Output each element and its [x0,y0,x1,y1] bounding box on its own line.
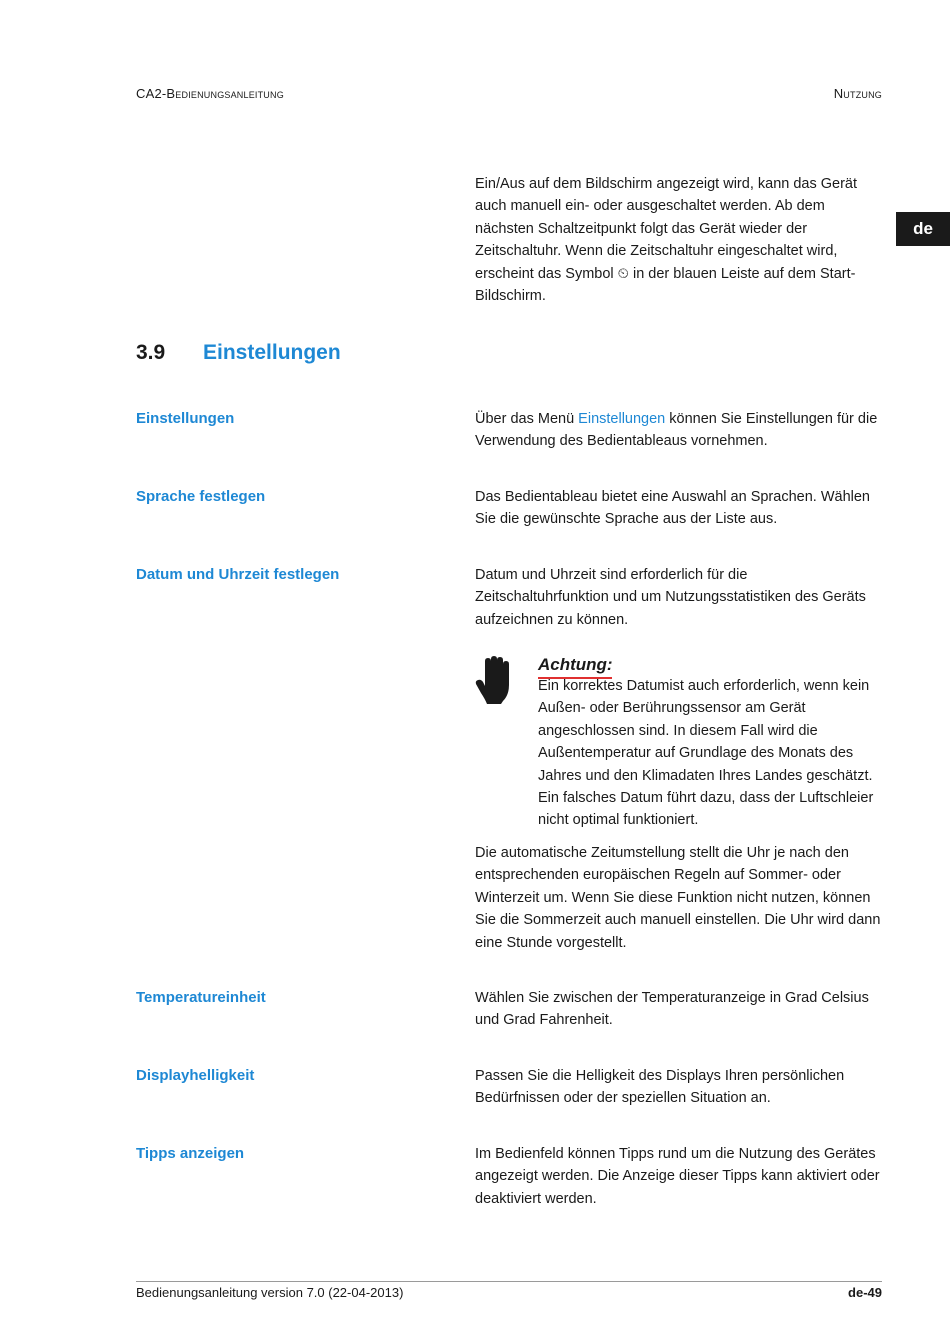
footer-document-version: Bedienungsanleitung version 7.0 (22-04-2013) [136,1285,404,1300]
paragraph-text: Über das Menü [475,411,579,427]
paragraph-temperatureinheit: Wählen Sie zwischen der Temperaturanzeige in Grad Celsius und Grad Fahrenheit. [475,990,869,1029]
running-header-right: Nutzung [833,86,882,101]
header-prefix: CA2- [136,86,167,101]
side-heading-datum-uhrzeit: Datum und Uhrzeit festlegen [136,566,340,583]
page-number: de-49 [848,1285,882,1300]
paragraph-text: können Sie Einstellungen für die Verwendung des Bedientableaus vornehmen. [475,411,878,450]
side-heading-sprache: Sprache festlegen [136,488,266,505]
side-heading-temperatureinheit: Temperatureinheit [136,989,266,1006]
paragraph-tipps: Im Bedienfeld können Tipps rund um die Nutzung des Gerätes angezeigt werden. Die Anzeige dieser Tipps kann aktiviert oder deaktiviert werden. [475,1146,880,1207]
side-heading-displayhelligkeit: Displayhelligkeit [136,1067,255,1084]
paragraph-displayhelligkeit: Passen Sie die Helligkeit des Displays Ihren persönlichen Bedürfnissen oder der speziellen Situation an. [475,1068,845,1107]
running-header-left [136,86,284,101]
warning-text: Ein korrektes Datumist auch erforderlich, wenn kein Außen- oder Berührungssensor am Gerät angeschlossen sind. In diesem Fall wird die Außentemperatur auf Grundlage des Monats des Jahres und den Klimadaten Ihres Landes geschätzt. Ein falsches Datum führt dazu, dass der Luftschleier nicht optimal funktioniert. [538,678,874,829]
side-heading-tipps: Tipps anzeigen [136,1145,245,1162]
hand-stop-icon [475,655,519,705]
warning-title: Achtung: [538,655,613,674]
intro-paragraph: Ein/Aus auf dem Bildschirm angezeigt wird, kann das Gerät auch manuell ein- oder ausgeschaltet werden. Ab dem nächsten Schaltzeitpunkt folgt das Gerät wieder der Zeitschaltuhr. Wenn die Zeitschaltuhr eingeschaltet wird, erscheint das Symbol ⏲ in der blauen Leiste auf dem Start-Bildschirm. [475,176,858,305]
paragraph-einstellungen [475,408,885,453]
side-heading-einstellungen: Einstellungen [136,410,235,427]
auto-time-paragraph: Die automatische Zeitumstellung stellt die Uhr je nach den entsprechenden europäischen Regeln auf Sommer- oder Winterzeit um. Wenn Sie diese Funktion nicht nutzen, können Sie die Sommerzeit auch manuell einstellen. Die Uhr wird dann eine Stunde vorgestellt. [475,845,881,951]
paragraph-datum-uhrzeit: Datum und Uhrzeit sind erforderlich für die Zeitschaltuhrfunktion und um Nutzungsstatistiken des Geräts aufzeichnen zu können. [475,567,866,628]
header-manual-title: Bedienungsanleitung [166,86,284,101]
menu-reference-link: Einstellungen [578,411,666,427]
section-title: Einstellungen [203,341,341,364]
section-number: 3.9 [136,341,166,364]
language-tab: de [896,212,950,246]
footer-divider [136,1281,882,1282]
paragraph-sprache: Das Bedientableau bietet eine Auswahl an Sprachen. Wählen Sie die gewünschte Sprache aus der Liste aus. [475,489,870,528]
